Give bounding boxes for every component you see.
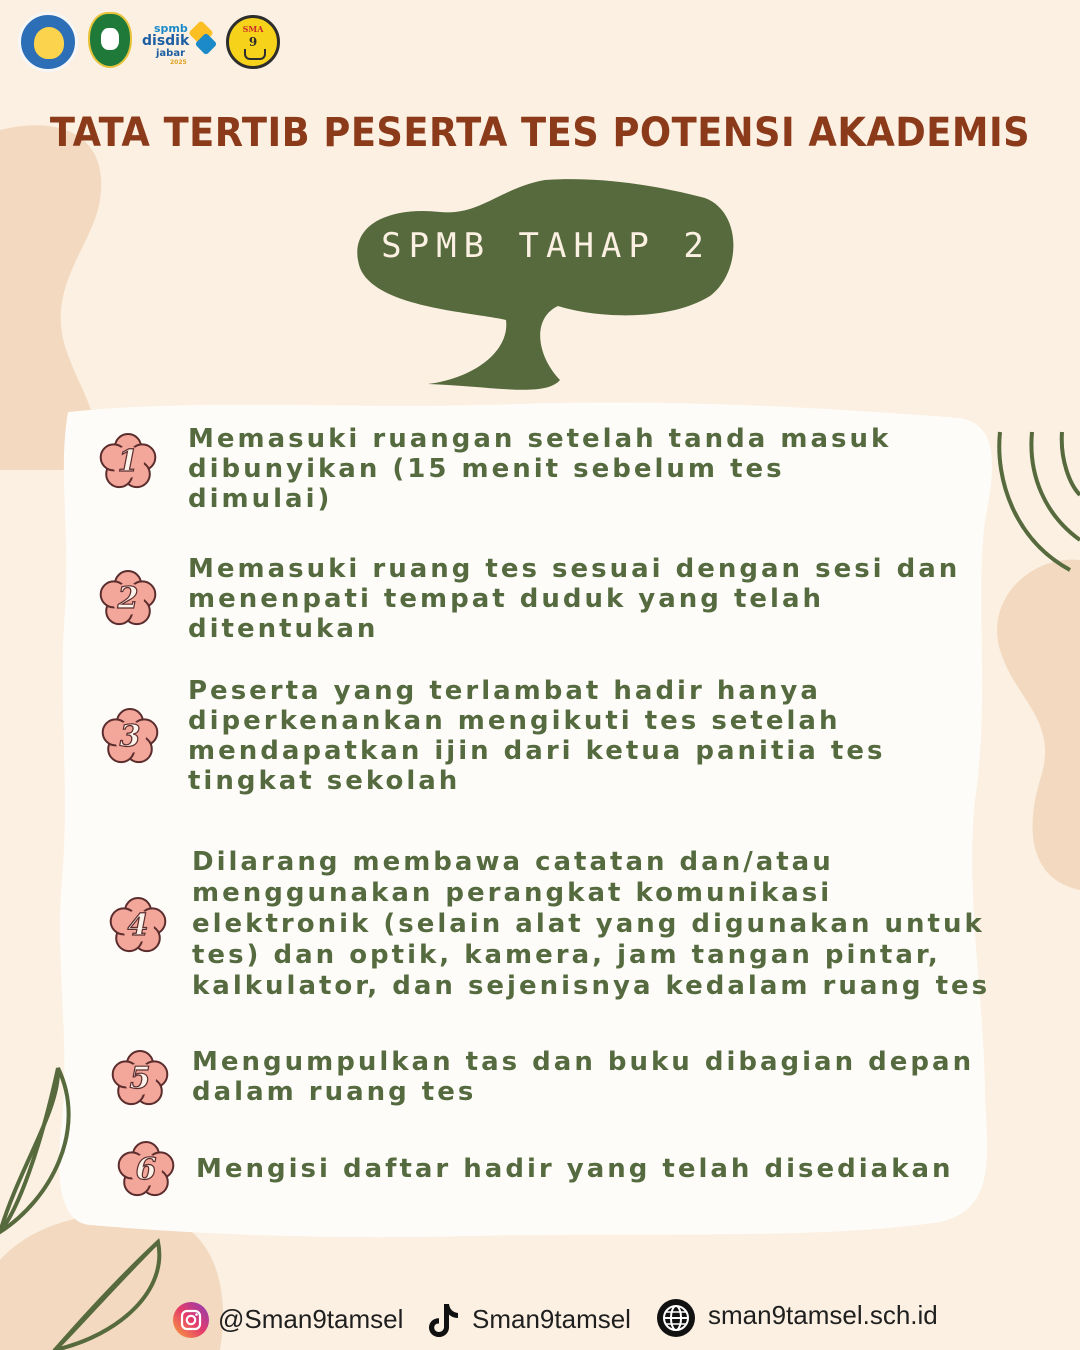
tiktok-icon	[424, 1300, 462, 1340]
sma-9-logo: SMA 9	[226, 15, 280, 69]
content-card	[59, 403, 992, 1238]
page-subtitle: SPMB TAHAP 2	[381, 226, 711, 266]
rule-number: 1	[117, 444, 139, 479]
rule-number: 2	[117, 581, 139, 616]
tiktok-link[interactable]	[424, 1296, 644, 1340]
rule-text: Dilarang membawa catatan dan/atau menggunakan perangkat komunikasi elektronik (selain alat yang digunakan untuk tes) dan optik, kamera, jam tangan pintar, kalkulator, dan sejenisnya kedalam ruang tes	[192, 847, 991, 1001]
rule-text: Peserta yang terlambat hadir hanya diperkenankan mengikuti tes setelah mendapatkan ijin dari ketua panitia tes tingkat sekolah	[188, 676, 886, 796]
rule-text: Mengisi daftar hadir yang telah disediakan	[196, 1154, 954, 1184]
instagram-icon	[172, 1301, 210, 1339]
rule-text: Memasuki ruang tes sesuai dengan sesi dan menenpati tempat duduk yang telah ditentukan	[188, 554, 961, 644]
spmb-disdik-jabar-logo: spmb disdik jabar 2025	[140, 16, 220, 68]
website-link[interactable]	[656, 1296, 956, 1340]
rule-text: Mengumpulkan tas dan buku dibagian depan dalam ruang tes	[192, 1047, 975, 1107]
right-arcs	[999, 432, 1080, 570]
globe-icon	[656, 1298, 696, 1338]
rule-number: 4	[127, 908, 149, 943]
rule-number: 6	[135, 1152, 157, 1187]
right-blob	[997, 560, 1080, 890]
kemdikbud-logo	[18, 12, 78, 72]
website-url: sman9tamsel.sch.id	[708, 1300, 938, 1330]
instagram-handle: @Sman9tamsel	[218, 1304, 404, 1334]
instagram-link[interactable]	[172, 1296, 412, 1340]
page-title: TATA TERTIB PESERTA TES POTENSI AKADEMIS	[49, 110, 1031, 156]
rule-number: 3	[119, 719, 141, 754]
tiktok-handle: Sman9tamsel	[472, 1304, 631, 1334]
rule-number: 5	[129, 1061, 151, 1096]
speech-bubble	[357, 179, 733, 390]
rule-text: Memasuki ruangan setelah tanda masuk dibunyikan (15 menit sebelum tes dimulai)	[188, 424, 892, 514]
jabar-logo	[88, 12, 132, 68]
